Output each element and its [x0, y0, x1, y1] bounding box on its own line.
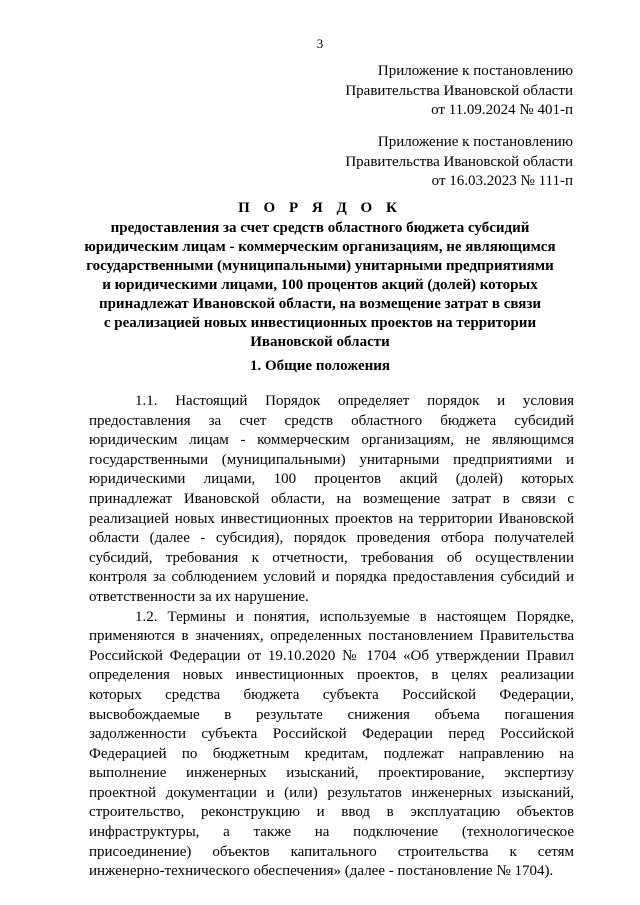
text-line: принадлежат Ивановской области, на возмещение затрат в связи с	[89, 490, 574, 507]
text-line: присоединение) объектов капитального строительства к сетям	[89, 843, 574, 860]
title-main: П О Р Я Д О К	[238, 200, 402, 216]
appendix-original-reference	[345, 133, 573, 192]
text-line: юридическими лицами, 100 процентов акций (долей) которых	[89, 471, 574, 488]
text-line: юридическим лицам - коммерческим организациям, не являющимся	[89, 432, 574, 449]
text-line: задолженности субъекта Российской Федерации перед Российской	[89, 726, 574, 743]
text-line: применяются в значениях, определенных постановлением Правительства	[89, 628, 574, 645]
title-line: принадлежат Ивановской области, на возмещение затрат в связи	[98, 296, 542, 312]
text-line: высвобождаемые в результате снижения объема погашения	[89, 706, 574, 723]
text-line: предоставления за счет средств областного бюджета субсидий	[89, 412, 574, 429]
text-line: строительство, реконструкцию и ввод в эксплуатацию объектов	[89, 804, 574, 821]
document-title	[66, 199, 574, 352]
appendix-original-line-1: Приложение к постановлению	[377, 134, 573, 150]
paragraph-1-2	[89, 608, 574, 882]
title-line: предоставления за счет средств областного бюджета субсидий	[110, 220, 530, 236]
text-line: которых средства бюджета субъекта Российской Федерации,	[89, 686, 574, 703]
text-line: выполнение инженерных изысканий, проектирование, экспертизу	[89, 765, 574, 782]
text-line: области (далее - субсидия), порядок проведения отбора получателей	[89, 530, 574, 547]
text-line: ответственности за их нарушение.	[89, 588, 309, 605]
text-line: субсидий, требования к отчетности, требования об осуществлении	[89, 549, 574, 566]
text-line: реализацией новых инвестиционных проектов на территории Ивановской	[89, 510, 574, 527]
section-heading: 1. Общие положения	[249, 358, 391, 374]
page-number: 3	[316, 36, 324, 51]
text-line: проектной документации и (или) результатов инженерных изысканий,	[89, 784, 574, 801]
document-body	[89, 392, 574, 882]
title-line: с реализацией новых инвестиционных проектов на территории	[103, 315, 537, 331]
text-line: государственными (муниципальными) унитарными предприятиями и	[89, 451, 574, 468]
text-line: Федерацией по бюджетным кредитам, подлежат направлению на	[89, 745, 574, 762]
appendix-original-line-2: Правительства Ивановской области	[345, 153, 573, 170]
text-line: 1.1. Настоящий Порядок определяет порядок и условия	[135, 393, 574, 409]
title-line: юридическим лицам - коммерческим организациям, не являющимся	[84, 239, 556, 255]
appendix-current-line-1: Приложение к постановлению	[377, 63, 573, 79]
title-subtitle	[66, 219, 574, 352]
appendix-current-line-3: от 11.09.2024 № 401-п	[431, 102, 573, 118]
text-line: инфраструктуры, а также на подключение (технологическое	[89, 824, 574, 841]
text-line: инженерно-технического обеспечения» (далее - постановление № 1704).	[89, 863, 554, 880]
text-line: 1.2. Термины и понятия, используемые в настоящем Порядке,	[135, 608, 574, 625]
appendix-current-line-2: Правительства Ивановской области	[345, 82, 573, 99]
appendix-current-reference	[345, 62, 573, 121]
title-line: Ивановской области	[250, 334, 390, 350]
title-line: государственными (муниципальными) унитарными предприятиями	[86, 258, 554, 274]
text-line: Российской Федерации от 19.10.2020 № 1704 «Об утверждении Правил	[89, 647, 574, 664]
text-line: определения новых инвестиционных проектов, в целях реализации	[89, 667, 574, 684]
text-line: контроля за соблюдением условий и порядка предоставления субсидий и	[89, 569, 574, 586]
paragraph-1-1	[89, 392, 574, 608]
appendix-original-line-3: от 16.03.2023 № 111-п	[431, 173, 573, 189]
title-line: и юридическими лицами, 100 процентов акций (долей) которых	[102, 277, 538, 293]
